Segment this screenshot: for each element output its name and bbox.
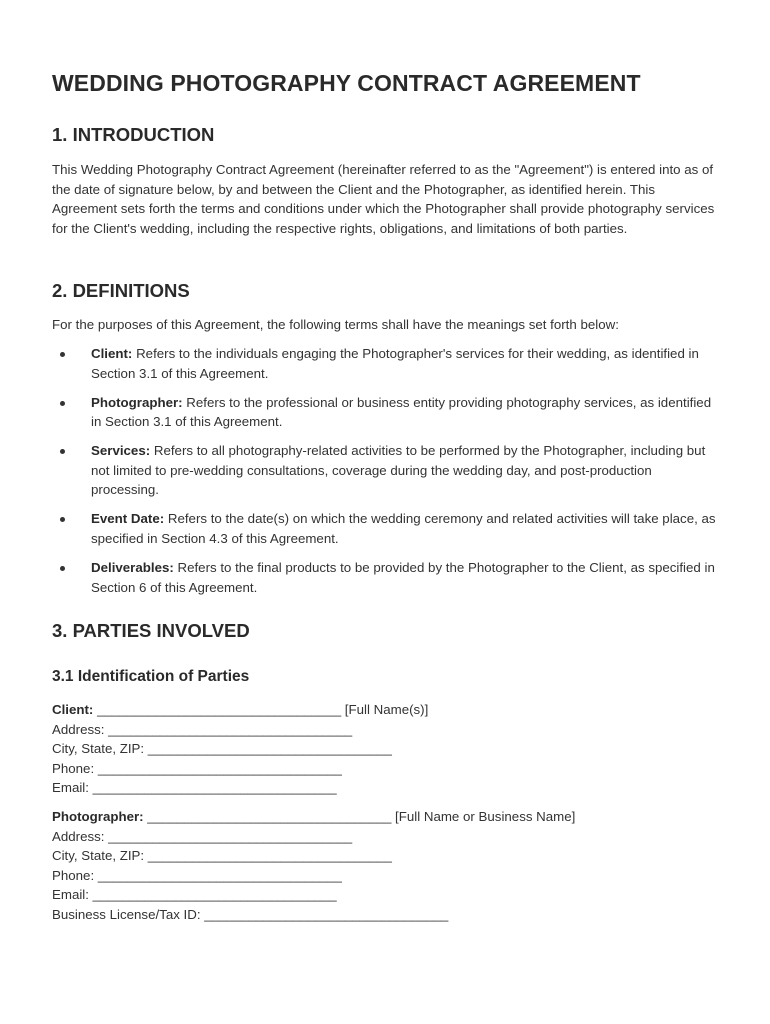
photographer-label: Photographer: — [52, 809, 144, 824]
client-fields — [52, 700, 732, 798]
definition-item-client — [52, 344, 722, 383]
definition-text: Refers to all photography-related activities to be performed by the Photographer, including but not limited to pre-wedding consultations, coverage during the wedding day, and post-production processing. — [91, 443, 706, 498]
document-title: WEDDING PHOTOGRAPHY CONTRACT AGREEMENT — [52, 70, 641, 96]
client-phone-row: Phone: _________________________________ — [52, 760, 342, 776]
definition-text: Refers to the date(s) on which the wedding ceremony and related activities will take place, as specified in Section 4.3 of this Agreement. — [91, 511, 716, 546]
client-city-row: City, State, ZIP: _________________________________ — [52, 741, 392, 756]
definition-item-services — [52, 441, 722, 500]
introduction-heading: 1. INTRODUCTION — [52, 124, 215, 145]
bullet-icon — [60, 517, 65, 522]
photographer-fields — [52, 807, 732, 924]
identification-subheading: 3.1 Identification of Parties — [52, 668, 250, 685]
client-name-row — [52, 700, 732, 720]
client-name-line: _________________________________ [Full Name(s)] — [93, 702, 429, 717]
photographer-email-row: Email: _________________________________ — [52, 887, 337, 902]
definition-term: Services: — [91, 443, 151, 459]
client-email-row: Email: _________________________________ — [52, 780, 337, 795]
bullet-icon — [60, 401, 65, 406]
photographer-name-line: _________________________________ [Full Name or Business Name] — [143, 809, 576, 824]
photographer-city-row: City, State, ZIP: _________________________________ — [52, 848, 392, 863]
introduction-paragraph: This Wedding Photography Contract Agreement (hereinafter referred to as the "Agreement") is entered into as of the date of signature below, by and between the Client and the Photographer, as identified herein. This Agreement sets forth the terms and conditions under which the Photographer shall provide photography services for the Client's wedding, including the respective rights, obligations, and limitations of both parties. — [52, 162, 715, 236]
definition-item-event-date — [52, 509, 722, 548]
client-address-row: Address: _________________________________ — [52, 721, 353, 737]
definition-item-deliverables — [52, 558, 722, 597]
client-label: Client: — [52, 702, 94, 717]
definitions-intro: For the purposes of this Agreement, the following terms shall have the meanings set forth below: — [52, 317, 619, 332]
definition-term: Deliverables: — [91, 559, 174, 575]
definition-text: Refers to the professional or business entity providing photography services, as identified in Section 3.1 of this Agreement. — [91, 394, 712, 430]
photographer-name-row — [52, 807, 732, 827]
definition-text: Refers to the final products to be provided by the Photographer to the Client, as specified in Section 6 of this Agreement. — [91, 559, 715, 595]
photographer-address-row: Address: _________________________________ — [52, 828, 353, 844]
definition-term: Client: — [91, 346, 133, 361]
definitions-heading: 2. DEFINITIONS — [52, 280, 190, 301]
photographer-phone-row: Phone: _________________________________ — [52, 867, 342, 883]
definition-item-photographer — [52, 393, 722, 432]
bullet-icon — [60, 566, 65, 571]
definitions-list — [52, 344, 722, 606]
bullet-icon — [60, 352, 65, 357]
definition-term: Photographer: — [91, 394, 183, 410]
photographer-license-row: Business License/Tax ID: _________________________________ — [52, 906, 449, 922]
bullet-icon — [60, 449, 65, 454]
parties-heading: 3. PARTIES INVOLVED — [52, 620, 250, 641]
definition-text: Refers to the individuals engaging the Photographer's services for their wedding, as identified in Section 3.1 of this Agreement. — [91, 346, 699, 381]
definition-term: Event Date: — [91, 511, 165, 527]
